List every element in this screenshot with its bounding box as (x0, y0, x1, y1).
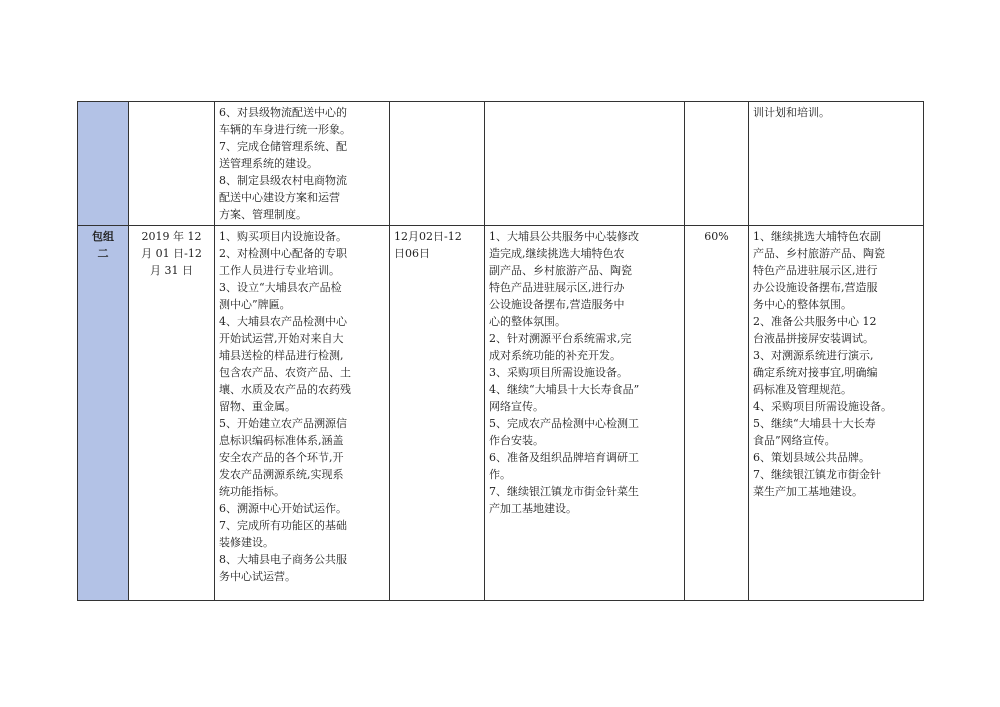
text-line: 产加工基地建设。 (489, 502, 577, 515)
text-line: 务中心试运营。 (219, 570, 296, 583)
text-line: 特色产品进驻展示区,进行办 (489, 281, 625, 294)
text-line: 3、对溯源系统进行演示, (753, 349, 874, 362)
text-line: 1、继续挑选大埔特色农副 (753, 230, 881, 243)
plan-lines (219, 104, 385, 223)
progress-cell-empty (685, 102, 749, 226)
text-line: 4、继续“大埔县十大长寿食品” (489, 383, 640, 396)
text-line: 产品、乡村旅游产品、陶瓷 (753, 247, 885, 260)
text-line: 台液晶拼接屏安装调试。 (753, 332, 874, 345)
text-line: 2、针对溯源平台系统需求,完 (489, 332, 632, 345)
text-line: 车辆的车身进行统一形象。 (219, 123, 351, 136)
progress-value: 60% (704, 230, 729, 243)
text-line: 月 31 日 (150, 264, 193, 277)
text-line: 壤、水质及农产品的农药残 (219, 383, 351, 396)
text-line: 日06日 (394, 247, 430, 260)
week-cell (390, 226, 485, 601)
text-line: 3、采购项目所需设施设备。 (489, 366, 628, 379)
text-line: 埔县送检的样品进行检测, (219, 349, 344, 362)
text-line: 作台安装。 (489, 434, 544, 447)
text-line: 3、设立“大埔县农产品检 (219, 281, 342, 294)
text-line: 6、策划县域公共品牌。 (753, 451, 870, 464)
text-line: 7、继续银江镇龙市街金针 (753, 468, 881, 481)
text-line: 发农产品溯源系统,实现系 (219, 468, 344, 481)
text-line: 工作人员进行专业培训。 (219, 264, 340, 277)
text-line: 训计划和培训。 (753, 106, 830, 119)
text-line: 留物、重金属。 (219, 400, 296, 413)
next-plan-lines (753, 104, 919, 121)
text-line: 月 01 日-12 (141, 247, 202, 260)
text-line: 二 (97, 247, 109, 260)
text-line: 办公设施设备摆布,营造服 (753, 281, 878, 294)
text-line: 送管理系统的建设。 (219, 157, 318, 170)
group-label-cell (78, 226, 129, 601)
text-line: 码标准及管理规范。 (753, 383, 852, 396)
text-line: 包组 (92, 230, 114, 243)
plan-cell (215, 226, 390, 601)
text-line: 2019 年 12 (141, 230, 202, 243)
group-cell-empty (78, 102, 129, 226)
text-line: 副产品、乡村旅游产品、陶瓷 (489, 264, 632, 277)
text-line: 7、完成仓储管理系统、配 (219, 140, 347, 153)
text-line: 方案、管理制度。 (219, 208, 307, 221)
table-row (78, 102, 924, 226)
progress-table (77, 101, 924, 601)
text-line: 7、完成所有功能区的基础 (219, 519, 347, 532)
text-line: 包含农产品、农资产品、土 (219, 366, 351, 379)
text-line: 4、大埔县农产品检测中心 (219, 315, 347, 328)
plan-cell (215, 102, 390, 226)
text-line: 作。 (489, 468, 511, 481)
text-line: 8、制定县级农村电商物流 (219, 174, 347, 187)
text-line: 6、准备及组织品牌培育调研工 (489, 451, 639, 464)
text-line: 开始试运营,开始对来自大 (219, 332, 344, 345)
text-line: 心的整体氛围。 (489, 315, 566, 328)
plan-lines (219, 228, 385, 585)
text-line: 5、继续“大埔县十大长寿 (753, 417, 876, 430)
text-line: 息标识编码标准体系,涵盖 (219, 434, 344, 447)
text-line: 4、采购项目所需设施设备。 (753, 400, 892, 413)
text-line: 测中心”牌匾。 (219, 298, 291, 311)
text-line: 统功能指标。 (219, 485, 285, 498)
done-cell (485, 226, 685, 601)
next-plan-cell (749, 226, 924, 601)
text-line: 5、完成农产品检测中心检测工 (489, 417, 639, 430)
text-line: 成对系统功能的补充开发。 (489, 349, 621, 362)
text-line: 7、继续银江镇龙市街金针菜生 (489, 485, 639, 498)
text-line: 1、大埔县公共服务中心装修改 (489, 230, 639, 243)
group-label (82, 228, 124, 262)
text-line: 1、购买项目内设施设备。 (219, 230, 347, 243)
text-line: 2、准备公共服务中心 12 (753, 315, 877, 328)
done-lines (489, 228, 680, 517)
text-line: 特色产品进驻展示区,进行 (753, 264, 878, 277)
week-cell-empty (390, 102, 485, 226)
text-line: 12月02日-12 (394, 230, 462, 243)
text-line: 网络宣传。 (489, 400, 544, 413)
period-text (133, 228, 210, 279)
period-cell-empty (129, 102, 215, 226)
text-line: 菜生产加工基地建设。 (753, 485, 863, 498)
text-line: 2、对检测中心配备的专职 (219, 247, 347, 260)
text-line: 确定系统对接事宜,明确编 (753, 366, 878, 379)
week-text (394, 228, 480, 262)
progress-cell (685, 226, 749, 601)
text-line: 造完成,继续挑选大埔特色农 (489, 247, 625, 260)
text-line: 食品”网络宣传。 (753, 434, 836, 447)
text-line: 安全农产品的各个环节,开 (219, 451, 344, 464)
text-line: 5、开始建立农产品溯源信 (219, 417, 347, 430)
period-cell (129, 226, 215, 601)
text-line: 6、对县级物流配送中心的 (219, 106, 347, 119)
text-line: 6、溯源中心开始试运作。 (219, 502, 347, 515)
table-row (78, 226, 924, 601)
text-line: 8、大埔县电子商务公共服 (219, 553, 347, 566)
text-line: 务中心的整体氛围。 (753, 298, 852, 311)
text-line: 公设施设备摆布,营造服务中 (489, 298, 625, 311)
text-line: 装修建设。 (219, 536, 274, 549)
done-cell-empty (485, 102, 685, 226)
next-plan-lines (753, 228, 919, 500)
next-plan-cell (749, 102, 924, 226)
text-line: 配送中心建设方案和运营 (219, 191, 340, 204)
